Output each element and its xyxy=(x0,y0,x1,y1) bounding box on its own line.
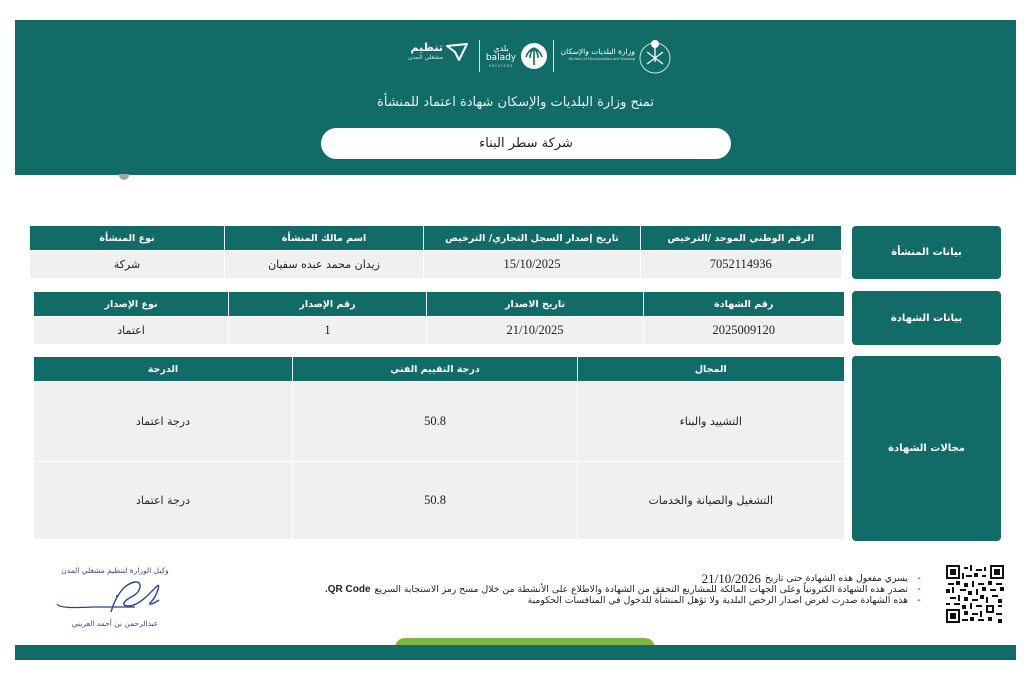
saudi-emblem-icon xyxy=(637,38,673,76)
certificate-table xyxy=(33,292,844,344)
registration-date: 15/10/2025 xyxy=(424,251,641,278)
signatory-name: عبدالرحمن بن أحمد العريني xyxy=(71,619,159,628)
qr-code-label: QR Code. xyxy=(324,584,371,595)
column-header: نوع المنشأة xyxy=(30,226,225,251)
balady-logo xyxy=(483,44,519,69)
certificate-header xyxy=(15,20,1016,175)
tanzeem-logo-subtext: مشغلي المدن xyxy=(408,54,443,61)
column-header: الدرجة xyxy=(34,357,293,382)
ministry-logo-en: Ministry of Municipalities and Housing xyxy=(568,57,635,61)
ministry-logo xyxy=(557,47,635,62)
signatory-title: وكيل الوزارة لتنظيم مشغلي المدن xyxy=(61,566,169,575)
bullet: - xyxy=(917,573,921,584)
column-header: المجال xyxy=(578,357,844,382)
certificate-number: 2025009120 xyxy=(644,317,844,344)
side-label-fields: مجالات الشهادة xyxy=(852,356,1001,541)
table-row xyxy=(34,462,844,539)
column-header: رقم الإصدار xyxy=(229,292,427,317)
header-shadow xyxy=(119,174,129,180)
column-header: تاريخ الاصدار xyxy=(427,292,644,317)
establishment-table xyxy=(29,226,841,278)
table-header-row xyxy=(34,357,844,382)
bullet: - xyxy=(917,584,921,595)
issue-date: 21/10/2025 xyxy=(427,317,644,344)
logo-divider xyxy=(553,40,554,72)
tanzeem-arrow-icon xyxy=(445,42,471,62)
note-purpose xyxy=(280,595,930,606)
balady-logo-ar: بلدي xyxy=(493,44,509,53)
establishment-type: شركة xyxy=(30,251,225,278)
fields-table xyxy=(33,357,844,539)
column-header: رقم الشهادة xyxy=(644,292,844,317)
expiry-date: 21/10/2026 xyxy=(701,571,761,586)
balady-logo-en: balady xyxy=(485,53,517,63)
column-header: تاريخ إصدار السجل التجاري/ الترخيص xyxy=(424,226,641,251)
national-number: 7052114936 xyxy=(641,251,841,278)
owner-name: زيدان محمد عبده سفيان xyxy=(225,251,424,278)
table-header-row xyxy=(34,292,844,317)
logos-row xyxy=(395,38,675,78)
table-header-row xyxy=(30,226,841,251)
qr-code-icon[interactable] xyxy=(946,565,1004,623)
grant-title: تمنح وزارة البلديات والإسكان شهادة اعتماد للمنشأة xyxy=(377,95,654,110)
field-name: التشييد والبناء xyxy=(578,382,844,462)
field-name: التشغيل والصيانة والخدمات xyxy=(578,462,844,539)
technical-score: 50.8 xyxy=(293,382,578,462)
handwritten-signature xyxy=(53,578,177,616)
issue-number: 1 xyxy=(229,317,427,344)
signature-block xyxy=(45,566,185,628)
column-header: الرقم الوطني الموحد /الترخيص xyxy=(641,226,841,251)
palm-emblem-icon xyxy=(520,42,548,70)
grade: درجة اعتماد xyxy=(34,382,293,462)
tanzeem-logo xyxy=(395,42,443,76)
note-verification xyxy=(280,584,930,595)
table-row xyxy=(34,317,844,344)
bullet: - xyxy=(917,595,921,606)
technical-score: 50.8 xyxy=(293,462,578,539)
tanzeem-logo-text: تنظيم xyxy=(410,41,443,54)
note-validity xyxy=(280,573,930,584)
table-row xyxy=(30,251,841,278)
column-header: درجة التقييم الفني xyxy=(293,357,578,382)
note-text: تصدر هذه الشهادة الكترونياً وعلى الجهات المالكة للمشاريع التحقق من الشهادة والاطلاع على الأنشطة من خلال مسح رمز الاستجابة السريع xyxy=(374,584,908,595)
column-header: نوع الإصدار xyxy=(34,292,229,317)
side-label-certificate: بيانات الشهادة xyxy=(852,291,1001,345)
footer-notes xyxy=(280,571,930,606)
balady-logo-sub: services xyxy=(488,63,514,68)
side-label-establishment: بيانات المنشأة xyxy=(852,226,1001,279)
issue-type: اعتماد xyxy=(34,317,229,344)
bottom-bar xyxy=(15,645,1016,660)
note-text: هذه الشهادة صدرت لغرض اصدار الرخص البلدية ولا تؤهل المنشأة للدخول في المنافسات الحكومية xyxy=(527,595,908,606)
ministry-logo-ar: وزارة البلديات والإسكان xyxy=(560,47,635,56)
column-header: اسم مالك المنشأة xyxy=(225,226,424,251)
logo-divider xyxy=(479,40,480,72)
table-row xyxy=(34,382,844,462)
company-name: شركة سطر البناء xyxy=(321,128,731,159)
note-text: يسري مفعول هذه الشهادة حتى تاريخ xyxy=(764,573,908,584)
grade: درجة اعتماد xyxy=(34,462,293,539)
